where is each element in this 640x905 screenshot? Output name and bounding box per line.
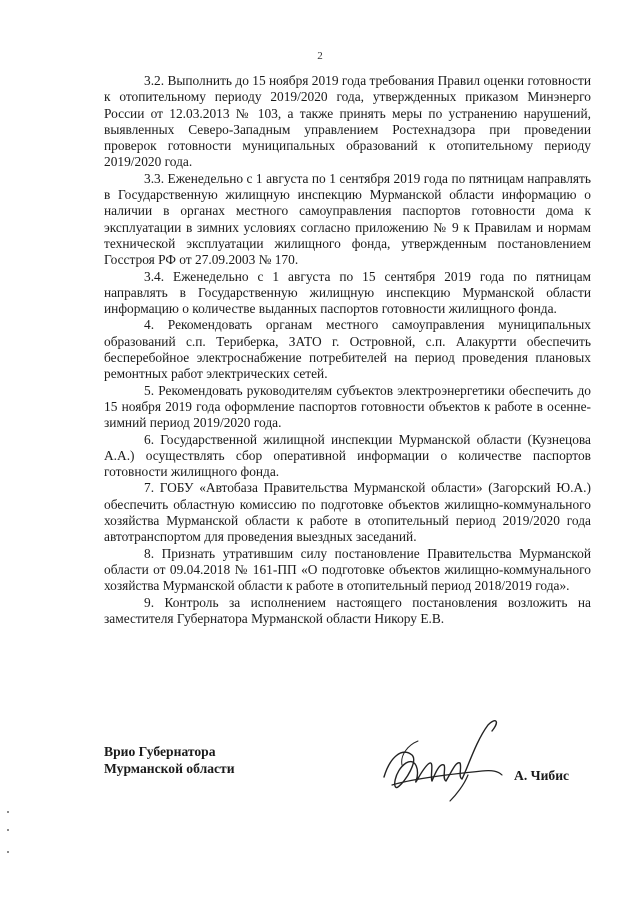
paragraph-3-4: 3.4. Еженедельно с 1 августа по 15 сентября 2019 года по пятницам направлять в Государственную жилищную инспекцию Мурманской области информацию о количестве выданных паспортов готовности жилищного фонда. bbox=[104, 268, 591, 317]
paragraph-6: 6. Государственной жилищной инспекции Мурманской области (Кузнецова А.А.) осуществлять сбор оперативной информации о количестве паспортов готовности жилищного фонда. bbox=[104, 431, 591, 480]
page-number: 2 bbox=[317, 50, 323, 62]
paragraph-7: 7. ГОБУ «Автобаза Правительства Мурманской области» (Загорский Ю.А.) обеспечить областную комиссию по подготовке объектов жилищно-коммунального хозяйства Мурманской области к работе в отопительный период 2019/2020 года автотранспортом для проведения выездных заседаний. bbox=[104, 480, 591, 545]
signatory-title-line-2: Мурманской области bbox=[104, 761, 235, 776]
scan-margin-marks bbox=[6, 808, 10, 858]
paragraph-3-3: 3.3. Еженедельно с 1 августа по 1 сентября 2019 года по пятницам направлять в Государственную жилищную инспекцию Мурманской области информацию о наличии в органах местного самоуправления паспортов готовности дома к эксплуатации в зимних условиях согласно приложению № 9 к Правилам и нормам технической эксплуатации жилищного фонда, утвержденным постановлением Госстроя РФ от 27.09.2003 № 170. bbox=[104, 170, 591, 268]
paragraph-3-2: 3.2. Выполнить до 15 ноября 2019 года требования Правил оценки готовности к отопительному периоду 2019/2020 года, утвержденных приказом Минэнерго России от 12.03.2013 № 103, а также принять меры по устранению нарушений, выявленных Северо-Западным управлением Ростехнадзора при проведении проверок готовности муниципальных образований к отопительному периоду 2019/2020 года. bbox=[104, 73, 591, 170]
paragraph-8: 8. Признать утратившим силу постановление Правительства Мурманской области от 09.04.2018 № 161-ПП «О подготовке объектов жилищно-коммунального хозяйства Мурманской области к работе в отопительный период 2018/2019 года». bbox=[104, 545, 591, 594]
paragraph-9: 9. Контроль за исполнением настоящего постановления возложить на заместителя Губернатора Мурманской области Никору Е.В. bbox=[104, 594, 591, 626]
document-body bbox=[104, 73, 591, 627]
handwritten-signature bbox=[372, 705, 512, 815]
signatory-title-line-1: Врио Губернатора bbox=[104, 744, 216, 759]
signatory-title bbox=[104, 743, 235, 777]
paragraph-4: 4. Рекомендовать органам местного самоуправления муниципальных образований с.п. Териберка, ЗАТО г. Островной, с.п. Алакуртти обеспечить бесперебойное электроснабжение потребителей на период проведения плановых ремонтных работ электрических сетей. bbox=[104, 317, 591, 382]
paragraph-5: 5. Рекомендовать руководителям субъектов электроэнергетики обеспечить до 15 ноября 2019 года оформление паспортов готовности объектов к работе в осенне-зимний период 2019/2020 года. bbox=[104, 382, 591, 431]
signatory-name: А. Чибис bbox=[514, 768, 570, 783]
